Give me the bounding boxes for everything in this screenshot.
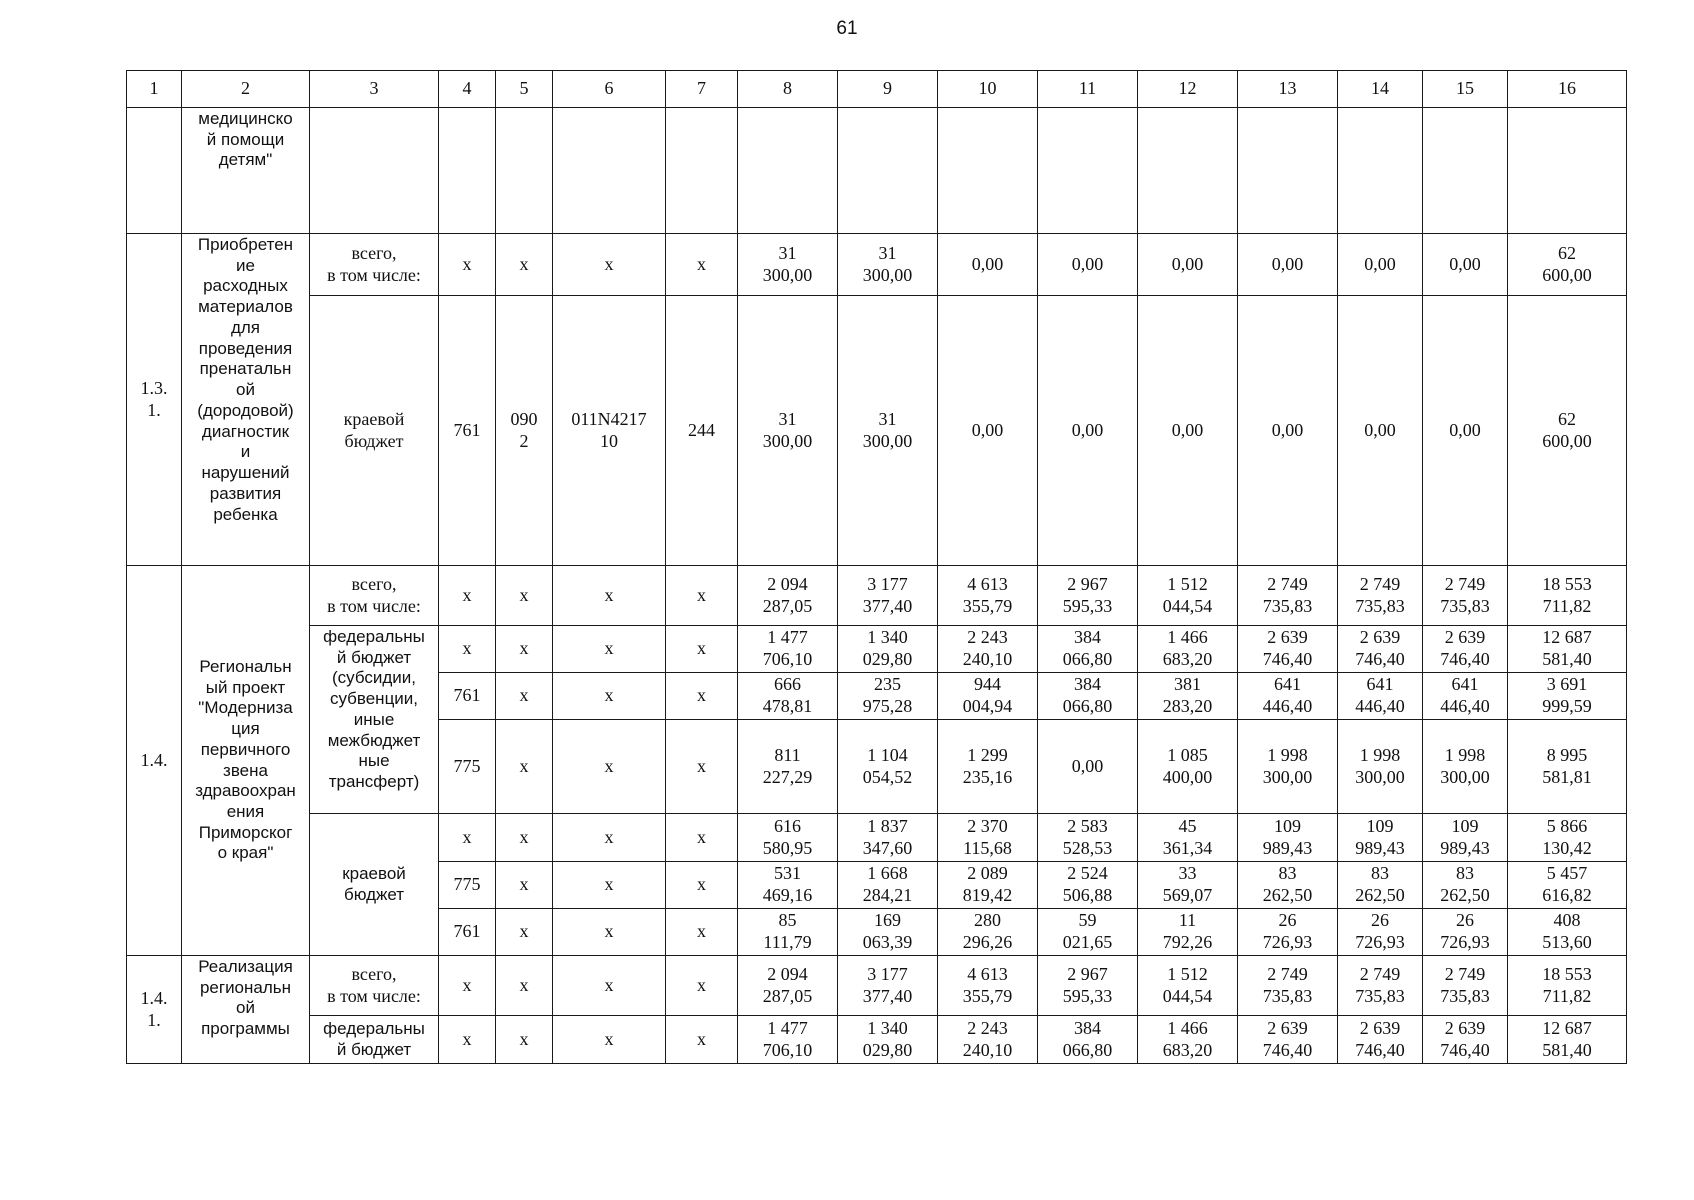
amount-cell: 4 613 355,79	[938, 956, 1038, 1016]
amount-cell: 83 262,50	[1338, 862, 1423, 909]
total-amount-cell: 62 600,00	[1508, 234, 1627, 296]
amount-cell: 31 300,00	[738, 296, 838, 566]
target-article-code: х	[553, 673, 666, 720]
column-header: 16	[1508, 71, 1627, 108]
section-code: 090 2	[496, 296, 553, 566]
amount-cell: 641 446,40	[1423, 673, 1508, 720]
section-code: х	[496, 814, 553, 862]
amount-cell: 109 989,43	[1338, 814, 1423, 862]
amount-cell: 2 749 735,83	[1238, 566, 1338, 626]
amount-cell: 811 227,29	[738, 720, 838, 814]
column-header: 13	[1238, 71, 1338, 108]
target-article-code: х	[553, 956, 666, 1016]
amount-cell: 0,00	[1338, 234, 1423, 296]
grbs-code: 761	[439, 673, 496, 720]
amount-cell: 0,00	[1138, 234, 1238, 296]
column-header: 6	[553, 71, 666, 108]
amount-cell: 531 469,16	[738, 862, 838, 909]
funding-source: краевой бюджет	[310, 296, 439, 566]
amount-cell: 0,00	[1423, 296, 1508, 566]
continuation-row	[127, 108, 1627, 234]
target-article-code: х	[553, 909, 666, 956]
expense-type-code: 244	[666, 296, 738, 566]
amount-cell: 2 749 735,83	[1423, 566, 1508, 626]
section-code: х	[496, 626, 553, 673]
grbs-code: х	[439, 626, 496, 673]
column-number-header-row	[127, 71, 1627, 108]
total-amount-cell: 62 600,00	[1508, 296, 1627, 566]
amount-cell: 1 837 347,60	[838, 814, 938, 862]
amount-cell: 0,00	[1238, 234, 1338, 296]
table-row	[127, 814, 1627, 862]
expense-type-code: х	[666, 956, 738, 1016]
total-amount-cell: 18 553 711,82	[1508, 956, 1627, 1016]
amount-cell: 0,00	[938, 296, 1038, 566]
amount-cell: 31 300,00	[838, 296, 938, 566]
expense-type-code: х	[666, 234, 738, 296]
total-amount-cell: 8 995 581,81	[1508, 720, 1627, 814]
amount-cell: 0,00	[1038, 234, 1138, 296]
amount-cell: 2 749 735,83	[1423, 956, 1508, 1016]
amount-cell: 2 639 746,40	[1238, 626, 1338, 673]
amount-cell: 2 967 595,33	[1038, 566, 1138, 626]
total-amount-cell: 3 691 999,59	[1508, 673, 1627, 720]
amount-cell: 0,00	[1038, 720, 1138, 814]
amount-cell: 2 524 506,88	[1038, 862, 1138, 909]
amount-cell: 2 639 746,40	[1423, 626, 1508, 673]
table-row	[127, 566, 1627, 626]
target-article-code: 011N4217 10	[553, 296, 666, 566]
amount-cell: 381 283,20	[1138, 673, 1238, 720]
grbs-code: 775	[439, 720, 496, 814]
expense-type-code: х	[666, 566, 738, 626]
total-amount-cell: 18 553 711,82	[1508, 566, 1627, 626]
amount-cell: 85 111,79	[738, 909, 838, 956]
amount-cell: 1 512 044,54	[1138, 956, 1238, 1016]
column-header: 15	[1423, 71, 1508, 108]
table-row	[127, 234, 1627, 296]
amount-cell: 1 104 054,52	[838, 720, 938, 814]
amount-cell: 3 177 377,40	[838, 956, 938, 1016]
funding-source: всего, в том числе:	[310, 566, 439, 626]
page-number: 61	[836, 18, 858, 39]
target-article-code: х	[553, 814, 666, 862]
funding-source: федеральны й бюджет	[310, 1016, 439, 1064]
amount-cell: 666 478,81	[738, 673, 838, 720]
amount-cell: 641 446,40	[1238, 673, 1338, 720]
amount-cell: 26 726,93	[1423, 909, 1508, 956]
section-code: х	[496, 862, 553, 909]
column-header: 5	[496, 71, 553, 108]
amount-cell: 31 300,00	[738, 234, 838, 296]
amount-cell: 280 296,26	[938, 909, 1038, 956]
column-header: 11	[1038, 71, 1138, 108]
amount-cell: 0,00	[938, 234, 1038, 296]
total-amount-cell: 5 457 616,82	[1508, 862, 1627, 909]
amount-cell: 1 477 706,10	[738, 1016, 838, 1064]
amount-cell: 0,00	[1238, 296, 1338, 566]
amount-cell: 616 580,95	[738, 814, 838, 862]
total-amount-cell: 12 687 581,40	[1508, 626, 1627, 673]
target-article-code: х	[553, 720, 666, 814]
amount-cell: 2 639 746,40	[1338, 626, 1423, 673]
amount-cell: 1 998 300,00	[1423, 720, 1508, 814]
section-code: х	[496, 720, 553, 814]
funding-source: всего, в том числе:	[310, 234, 439, 296]
grbs-code: х	[439, 234, 496, 296]
funding-source: краевой бюджет	[310, 814, 439, 956]
target-article-code: х	[553, 626, 666, 673]
amount-cell: 31 300,00	[838, 234, 938, 296]
grbs-code: 761	[439, 296, 496, 566]
target-article-code: х	[553, 234, 666, 296]
amount-cell: 3 177 377,40	[838, 566, 938, 626]
amount-cell: 2 639 746,40	[1238, 1016, 1338, 1064]
amount-cell: 2 094 287,05	[738, 956, 838, 1016]
section-code: х	[496, 673, 553, 720]
amount-cell: 2 639 746,40	[1338, 1016, 1423, 1064]
amount-cell: 1 299 235,16	[938, 720, 1038, 814]
amount-cell: 1 466 683,20	[1138, 1016, 1238, 1064]
grbs-code: х	[439, 1016, 496, 1064]
column-header: 7	[666, 71, 738, 108]
amount-cell: 1 340 029,80	[838, 1016, 938, 1064]
section-code: х	[496, 1016, 553, 1064]
amount-cell: 2 370 115,68	[938, 814, 1038, 862]
column-header: 10	[938, 71, 1038, 108]
expense-type-code: х	[666, 814, 738, 862]
item-number: 1.4.	[127, 566, 182, 956]
amount-cell: 26 726,93	[1338, 909, 1423, 956]
amount-cell: 2 583 528,53	[1038, 814, 1138, 862]
amount-cell: 2 749 735,83	[1338, 956, 1423, 1016]
amount-cell: 1 466 683,20	[1138, 626, 1238, 673]
amount-cell: 1 477 706,10	[738, 626, 838, 673]
amount-cell: 0,00	[1038, 296, 1138, 566]
item-name: Реализация региональн ой программы	[182, 956, 310, 1064]
budget-table	[126, 70, 1627, 1064]
expense-type-code: х	[666, 720, 738, 814]
amount-cell: 33 569,07	[1138, 862, 1238, 909]
amount-cell: 2 243 240,10	[938, 1016, 1038, 1064]
grbs-code: х	[439, 814, 496, 862]
grbs-code: 775	[439, 862, 496, 909]
amount-cell: 109 989,43	[1238, 814, 1338, 862]
amount-cell: 4 613 355,79	[938, 566, 1038, 626]
amount-cell: 169 063,39	[838, 909, 938, 956]
column-header: 9	[838, 71, 938, 108]
grbs-code: 761	[439, 909, 496, 956]
amount-cell: 2 967 595,33	[1038, 956, 1138, 1016]
grbs-code: х	[439, 956, 496, 1016]
amount-cell: 11 792,26	[1138, 909, 1238, 956]
amount-cell: 1 998 300,00	[1338, 720, 1423, 814]
amount-cell: 235 975,28	[838, 673, 938, 720]
amount-cell: 26 726,93	[1238, 909, 1338, 956]
amount-cell: 1 512 044,54	[1138, 566, 1238, 626]
item-number: 1.4. 1.	[127, 956, 182, 1064]
column-header: 2	[182, 71, 310, 108]
column-header: 8	[738, 71, 838, 108]
table-row	[127, 626, 1627, 673]
amount-cell: 944 004,94	[938, 673, 1038, 720]
expense-type-code: х	[666, 673, 738, 720]
amount-cell: 384 066,80	[1038, 626, 1138, 673]
target-article-code: х	[553, 862, 666, 909]
table-row	[127, 1016, 1627, 1064]
amount-cell: 0,00	[1338, 296, 1423, 566]
item-name-continued: медицинско й помощи детям"	[182, 108, 310, 234]
expense-type-code: х	[666, 626, 738, 673]
amount-cell: 2 639 746,40	[1423, 1016, 1508, 1064]
amount-cell: 2 243 240,10	[938, 626, 1038, 673]
section-code: х	[496, 234, 553, 296]
item-name: Региональн ый проект "Модерниза ция первичного звена здравоохран ения Приморског о края"	[182, 566, 310, 956]
expense-type-code: х	[666, 909, 738, 956]
section-code: х	[496, 909, 553, 956]
column-header: 1	[127, 71, 182, 108]
section-code: х	[496, 566, 553, 626]
amount-cell: 0,00	[1423, 234, 1508, 296]
column-header: 12	[1138, 71, 1238, 108]
amount-cell: 641 446,40	[1338, 673, 1423, 720]
total-amount-cell: 408 513,60	[1508, 909, 1627, 956]
column-header: 3	[310, 71, 439, 108]
amount-cell: 1 668 284,21	[838, 862, 938, 909]
grbs-code: х	[439, 566, 496, 626]
table-row	[127, 956, 1627, 1016]
amount-cell: 59 021,65	[1038, 909, 1138, 956]
section-code: х	[496, 956, 553, 1016]
target-article-code: х	[553, 566, 666, 626]
amount-cell: 2 749 735,83	[1238, 956, 1338, 1016]
item-number: 1.3. 1.	[127, 234, 182, 566]
amount-cell: 384 066,80	[1038, 673, 1138, 720]
column-header: 14	[1338, 71, 1423, 108]
funding-source: федеральны й бюджет (субсидии, субвенции, иные межбюджет ные трансферт)	[310, 626, 439, 814]
total-amount-cell: 5 866 130,42	[1508, 814, 1627, 862]
funding-source: всего, в том числе:	[310, 956, 439, 1016]
column-header: 4	[439, 71, 496, 108]
amount-cell: 83 262,50	[1238, 862, 1338, 909]
amount-cell: 45 361,34	[1138, 814, 1238, 862]
amount-cell: 384 066,80	[1038, 1016, 1138, 1064]
expense-type-code: х	[666, 862, 738, 909]
amount-cell: 83 262,50	[1423, 862, 1508, 909]
amount-cell: 1 340 029,80	[838, 626, 938, 673]
amount-cell: 1 085 400,00	[1138, 720, 1238, 814]
expense-type-code: х	[666, 1016, 738, 1064]
total-amount-cell: 12 687 581,40	[1508, 1016, 1627, 1064]
table-row	[127, 296, 1627, 566]
amount-cell: 0,00	[1138, 296, 1238, 566]
item-name: Приобретен ие расходных материалов для проведения пренатальн ой (дородовой) диагностик и нарушений развития ребенка	[182, 234, 310, 566]
amount-cell: 2 749 735,83	[1338, 566, 1423, 626]
amount-cell: 109 989,43	[1423, 814, 1508, 862]
amount-cell: 2 094 287,05	[738, 566, 838, 626]
amount-cell: 1 998 300,00	[1238, 720, 1338, 814]
amount-cell: 2 089 819,42	[938, 862, 1038, 909]
target-article-code: х	[553, 1016, 666, 1064]
